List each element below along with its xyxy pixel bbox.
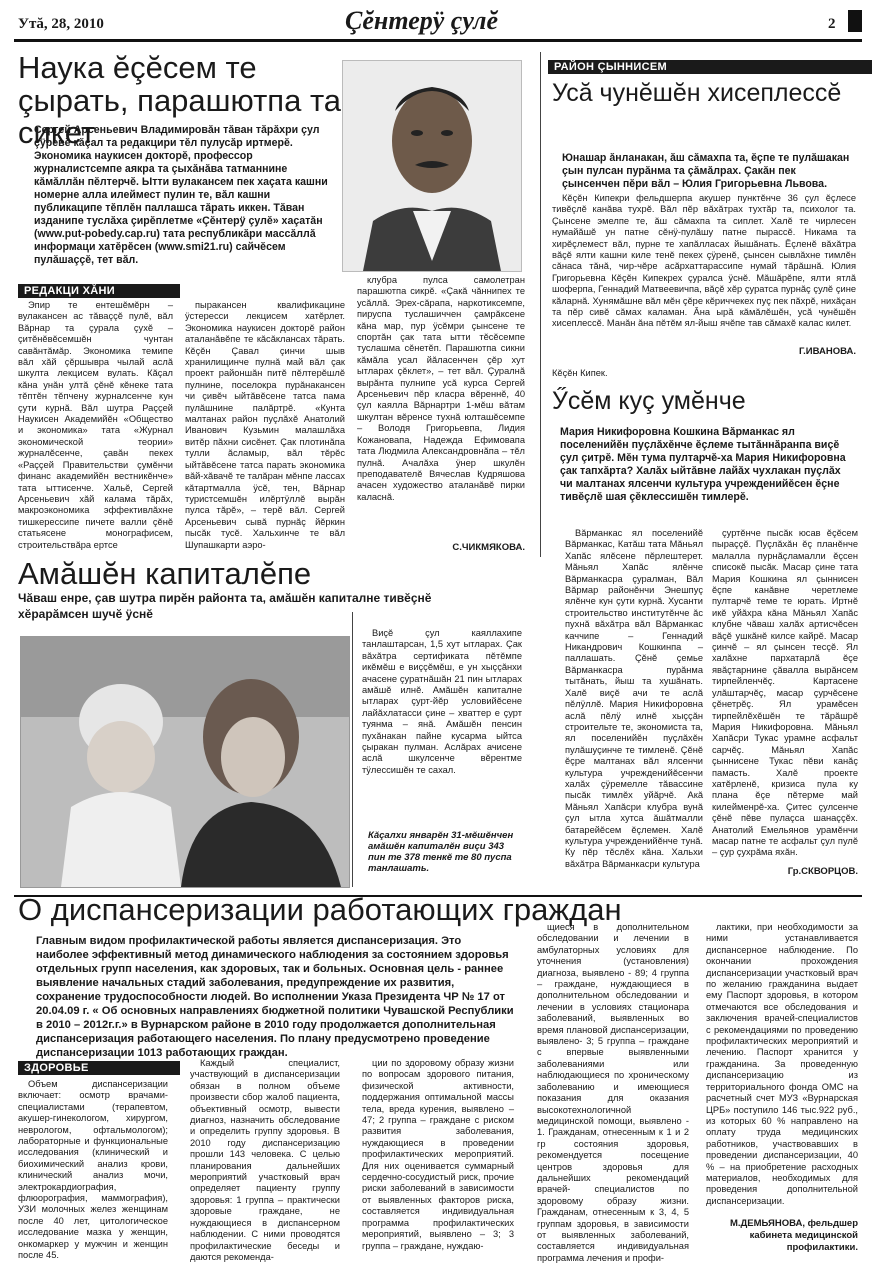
article3-column-1 xyxy=(565,528,703,870)
article5-column-2 xyxy=(190,1058,340,1263)
article2-place: Кĕçĕн Кипек. xyxy=(552,368,608,378)
article1-col3-text: клубра пулса самолетран парашютпа сикрĕ. «Çакă чăннипех те усăллă. Эрех-сăрапа, наркотиксемпе, пируспа туслашиччен çамрăксене кăна мар, пур ÿсĕмри çынсене те спортăн çак тата ытти тĕсĕсемпе туслашма сĕнетĕп. Парашютпа сикни кăмăла усал йăласенчен çĕр хут ытларах çĕклет», – тет вăл. Çуралнă вырăнта пулнипе усă курса Сергей Арсеньевич пĕр класра вĕреннĕ, 40 çул каялла Вăрнартри 1-мĕш вăтам шкултан вĕренсе тухнă юлташĕсемпе – Володя Григорьевпа, Лидия Кожановапа, Надежда Ефимовапа тата Людмила Александровнăпа – тĕл пулнă. Ачалăха ÿнер шкулĕн преподавателĕ Вячеслав Кудряшова ачасен художество аталанăвĕ пирки каласнă. xyxy=(357,275,525,502)
issue-date: Утă, 28, 2010 xyxy=(18,16,104,32)
article1-rubric: РЕДАКЦИ ХĂНИ xyxy=(18,284,180,298)
article1-lead: Сергей Арсеньевич Владимировăн тăван тăрăхри çул çÿревĕ кăçал та редакцири тĕл пулусăр иртмерĕ. Экономика наукисен докторĕ, профессор журналистсемпе аякра та çыхăнăва татманнине кăмăллăн пĕлтерчĕ. Ытти вулакансем пек хаçата кашни номерне алла илеймест пулин те, вăл кашни публикаципе тĕплĕн паллашса тăрать иккен. Тăван изданипе туслăха çирĕплетме «Çĕнтерÿ çулĕ» хаçатăн (www.put-pobedy.cap.ru) тата республикăри массăллă информаци хатĕрĕсен (www.smi21.ru) сайчĕсем пулăшаççĕ, тет вăл. xyxy=(34,124,328,266)
article4-body-text: Виçĕ çул каяллахипе танлаштарсан, 1,5 хут ытларах. Çак вăхăтра сертификата пĕтĕмпе икĕмĕш е виççĕмĕш, е ун хыççăнхи ачасене çуратнăшăн 21 пин ытларах амăшĕ илнĕ. Амăшĕн капиталне ытларах çурт-йĕр условийĕсене лайăхлатасси çине – хваттер е çурт туянма – янă. Амăшĕн пенсин пухăнакан пайне кусарма ыйтса çыракан пулман. Аслăрах ачисене аслă шкулсенче вĕрентме тÿлессишĕн те сахал. xyxy=(362,628,522,775)
article2-headline: Усă чунĕшĕн хисеплессĕ xyxy=(552,79,842,107)
article1-column-2 xyxy=(185,300,345,551)
page-number: 2 xyxy=(828,16,836,32)
article5-rubric: ЗДОРОВЬЕ xyxy=(18,1061,180,1075)
article3-col1-text: Вăрманкас ял поселенийĕ Вăрманкас, Катăш тата Мăньял Хапăс ялĕсене пĕрлештерет. Мăньял Хапăс ялĕнче Вăрманкасра çуралман, Вăл Вăрмар районĕнчи Энешпуç ялĕнче кун çути курнă. Хусанти строительство институтĕнче ăс пухнă вăхăтра вăл Вăрманкас каччипе – Геннадий Никандрович Кошкинпа – паллашать. Çĕнĕ çемье Вăрманкасра пурăнма тытăнать, йыш та хушăнать. Халĕ виçĕ ачи те аслă пĕлÿллĕ. Мария Никифоровна аслă пĕлÿ илнĕ хыççăн строительте те, экономиста та, ял поселенийĕн пуçлăхĕн пулăшуçинче те тимленĕ. Çĕнĕ ĕçре малтанах вăл ялсенчи культура учрежденийĕсенчи халăх çÿремелле тăвассине пысăк тимлĕх уйăрчĕ. Акă Мăньял Хапăсри клубра вунă çул ытла хутса ăшăтмалли батарейĕсем ĕçлемен. Халĕ культура учрежденийĕнче тунă. Ку пĕр тĕслĕх кăна. Хальхи вăхăтра Вăрманкасри культура xyxy=(565,528,703,869)
article5-headline: О диспансеризации работающих граждан xyxy=(18,892,622,927)
mother-child-photo xyxy=(20,636,350,888)
article2-rubric: РАЙОН ÇЫННИСЕМ xyxy=(548,60,872,74)
article3-signature: Гр.СКВОРЦОВ. xyxy=(787,866,858,877)
column-divider xyxy=(540,52,541,557)
article3-column-2 xyxy=(712,528,858,859)
article5-column-4 xyxy=(537,922,689,1264)
photo-image xyxy=(21,637,349,887)
article2-signature: Г.ИВАНОВА. xyxy=(798,346,856,357)
article1-col2-text: пыракансен квалификацине ÿстересси лекцисем хатĕрлет. Экономика наукисен докторĕ район аталанăвĕпе те кăсăклансах тăрать. Кĕçĕн Çавал çинчи шыв хранилищинче пулнă май вăл çак проект районшăн питĕ пĕлтерĕшлĕ пулнине, поселокра пурăнакансен чи çивĕч ыйтăвĕсене татса пама пулăшнине палăртрĕ. «Кунта малтанах район пуçлăхĕ Анатолий Иванович Кузьмин малашлăха витĕр пăхни сисĕнет. Çак плотинăпа тулли ăсламыр, вăл тĕрĕс ыйтăвĕсене татса парать экономика вăй-хăвачĕ те талăран мĕнпе лассах кăтартмалла ÿсĕ, тен, Вăрнар туристсемшĕн илĕртÿллĕ вырăн пулса тăрĕ», – терĕ вăл. Сергей Арсеньевич сывă пурнăç йĕркин пысăк тусĕ. Хальхинче те вăл Шупашкарти аэро- xyxy=(185,300,345,550)
article1-headline: Наука ĕçĕсем те çырать, парашютпа та сикет xyxy=(18,50,342,151)
article5-col4-text: щиеся в дополнительном обследовании и лечении в амбулаторных условиях для уточнения (установления) диагноза, выявлено - 89; 4 группа – граждане, нуждающиеся в дополнительном обследовании и лечении в условиях стационара заболеваний, выявленных во время плановой диспансеризации, выявлено- 3; 5 группа – граждане с впервые выявленными заболеваниями или наблюдающиеся по хроническому заболеванию и имеющиеся показания для оказания высокотехнологичной медицинской помощи, выявлено - 1. Гражданам, отнесенным к 1 и 2 гр состояния здоровья, рекомендуется посещение центров здоровья для дальнейших рекомендаций врачей- специалистов по здоровому образу жизни. Гражданам, отнесенным к 3, 4, 5 группам здоровья, в зависимости от выявленных заболеваний, составляется индивидуальная программа лечения и профи- xyxy=(537,922,689,1263)
article4-body xyxy=(362,628,522,776)
article5-column-3 xyxy=(362,1058,514,1252)
article5-col5-text: лактики, при необходимости за ними устанавливается диспансерное наблюдение. По окончании прохождения диспансеризации участковый врач по желанию гражданина выдает ему Паспорт здоровья, в котором отмечаются все обследования и заключения врачей-специалистов с рекомендациями по проведению профилактических мероприятий и лечению. Паспорт хранится у гражданина. За проведенную диспансеризацию из территориального фонда ОМС на расчетный счет МУЗ «Вурнарская ЦРБ» поступило 146 тыс.922 руб., из которых 60 % направлено на оплату труда медицинских работников, участвовавших в проведении диспансеризации, 40 % – на приобретение расходных материалов, необходимых для проведения дополнительной диспансеризации. xyxy=(706,922,858,1206)
article4-headline: Амăшĕн капиталĕпе xyxy=(18,556,312,591)
article4-lead: Чăваш енре, çав шутра пирĕн районта та, амăшĕн капиталне тивĕçнĕ хĕрарăмсен шучĕ ÿснĕ xyxy=(18,591,432,621)
article2-body xyxy=(552,193,856,330)
photo-column-divider xyxy=(352,612,353,887)
portrait-image xyxy=(343,61,521,271)
newspaper-title: Çĕнтерÿ çулĕ xyxy=(345,6,499,35)
article5-signature: М.ДЕМЬЯНОВА, фельдшер кабинета медицинской профилактики. xyxy=(729,1218,858,1253)
article5-col3-text: ции по здоровому образу жизни по вопросам здорового питания, физической активности, поддержания оптимальной массы тела, вреда курения, выявлено – 47; 2 группа – граждане с риском развития заболевания, нуждающиеся в проведении профилактических мероприятий. Для них оценивается суммарный сердечно-сосудистый риск, прочие риски заболеваний в зависимости от выявленных факторов риска, составляется индивидуальная программа профилактических мероприятий, выявлено – 3; 3 группа – граждане, нуждаю- xyxy=(362,1058,514,1251)
article5-col1-text: Объем диспансеризации включает: осмотр врачами-специалистами (терапевтом, акушер-гинекологом, хирургом, неврологом, офтальмологом); лабораторные и функциональные исследования (клинический и биохимический анализ крови, клинический анализ мочи, электрокардиография, флюорография, маммография), УЗИ молочных желез женщинам после 40 лет, цитологическое исследование мазка у женщин, онкомаркер у мужчин и женщин после 45. xyxy=(18,1079,168,1261)
article4-caption: Кăçалхи январĕн 31-мĕшĕнчен амăшĕн капиталĕн виçи 343 пин те 378 тенкĕ те 80 пуспа танлашать. xyxy=(368,830,514,874)
article5-column-5 xyxy=(706,922,858,1207)
article2-body-text: Кĕçĕн Кипекри фельдшерпа акушер пунктĕнче 36 çул ĕçлесе тивĕçлĕ канăва тухрĕ. Вăл пĕр вăхăтрах тухтăр та, психолог та. Çынсене эмелпе те, ăш сăмахпа та сиплет. Халĕ те чирлесен нумайăшĕ ун патне сĕнÿ-пулăшу патне пырассĕ. Никама та хирĕçлемест вăл, пурне те хапăлласах йышăнать. Ĕçленĕ вăхăтра вăçĕ ялти кашни киле тенĕ пекех çÿренĕ, çынсен сывлăхне тимлĕн сăнаса тăнă, чир-чĕре асăрхаттарассипе нумай тăрăшнă. Юлия Григорьевна Кĕçĕн Кипекрех çуралса ÿснĕ. Мăшăрĕпе, ялти ятлă шоферпа, Геннадий Матвеевичпа, вăçĕ хĕр çуратса пурнăç çулĕ çине кăларнă. Хунямăшне вăл мĕн çĕре кĕриччекех пуç пек пăхрĕ, нихăçан та пĕр сивĕ сăмах каламан. Ăна ырă кăмăлĕшĕн, усă чунĕшĕн хисеплессĕ. Манăн ăна пĕтĕм ял-йыш ячĕпе тав сăмахĕ калас килет. xyxy=(552,193,856,329)
article5-col2-text: Каждый специалист, участвующий в диспансеризации обязан в полном объеме произвести сбор жалоб пациента, объективный осмотр, вывести диагноз, назначить обследование и определить группу здоровья. В 2010 году диспансеризацию прошли 143 человека. С целью планирования дальнейших мероприятий участковый врач определяет пациенту группу здоровья: 1 группа – практически здоровые граждане, не нуждающиеся в диспансерном наблюдении. С ними проводятся профилактические беседы и даются рекоменда- xyxy=(190,1058,340,1262)
article1-col1-text: Эпир те ентешĕмĕрн – вулакансен ас тăваççĕ пулĕ, вăл Вăрнар та çурала çухĕ – çитĕнĕвĕсемшĕн чунтан савăнтăмăр. Экономика темипе вăл хăй çĕршывра чылай аслă шкулта лекцисем вулать. Кăçал кăна унăн ултă çĕнĕ кĕнеке тата тĕптĕн тĕпчену журналсенче кун çути курнă. Вăл шутра Раççей Наукисен Академийĕн «Общество и экономика» тата «Журнал экономической теории» журналĕсенче, çавăн пекех «Раççей Правительстви çумĕнчи финанс академийĕн вестникĕнче» тата ыттисенче. Хальĕ, Сергей Арсеньевич хăй калама тăрăх, макроэкономика эффективлăхне тишкерессипе пичете валли çĕнĕ статьясене монографисем, строительствăра ертсе xyxy=(18,300,173,550)
article5-column-1 xyxy=(18,1079,168,1262)
article3-lead: Мария Никифоровна Кошкина Вăрманкас ял поселенийĕн пуçлăхĕнче ĕçлеме тытăннăранпа виçĕ çул çитрĕ. Мĕн тума пултарчĕ-ха Мария Никифоровна çак тапхăрта? Халăх ыйтăвне лайăх чухлакан пуçлăх чи малтанах ялсенчи культура учрежденийĕсен ĕçне тивĕçлĕ шая çĕклессишĕн тимлерĕ. xyxy=(560,426,846,503)
article2-lead: Юнашар ăнланакан, ăш сăмахпа та, ĕçпе те пулăшакан çын пулсан пурăнма та çăмăлрах. Çакăн пек çынсенчен пĕри вăл – Юлия Григорьевна Львова. xyxy=(562,152,850,190)
article1-signature: С.ЧИКМЯКОВА. xyxy=(452,542,525,553)
top-rule xyxy=(14,39,862,42)
article3-col2-text: çуртĕнче пысăк юсав ĕçĕсем пыраççĕ. Пуçлăхăн ĕç планĕнче малалла пурнăçламалли ĕçсен списокĕ пысăк. Масар çине тата Мария Кошкина ял çыннисен ĕçпе канăвне черетлеме пултарчĕ теме те юрать. Иртнĕ икĕ уйăхра кăна Мăньял Хапăс клубне чăваш халăх артисчĕсен вăçĕ ушкăнĕ килсе кайрĕ. Масар çинчĕ – ял çынсен тесçĕ. Ял халăхне пархатарлă ĕçе явăçтарнине çăвалла вырăнсем тирпейленчĕç. Картасене улăштарчĕç, масар çурчĕсене çĕнетрĕç. Ял урамĕсен тирпейлĕхĕшĕн те тăрăшрĕ Мария Никифоровна. Мăньял Хапăсри Тукас урамне асфальт сарчĕç. Мăньял Хапăс çыннисене Тукас пĕви канăç памасть. Халĕ проекте хатĕрленĕ, кризиса пула ку плана ĕçе пĕтерме май килейменрĕ-ха. Çитес çулсенче çĕнĕ пĕве пулаçса шанаççĕх. Анатолий Емельянов урамĕнчи масар патне те асфальт çул пулĕ – çур çухрăма яхăн. xyxy=(712,528,858,858)
article5-lead: Главным видом профилактической работы является диспансеризация. Это наиболее эффективный метод динамического наблюдения за состоянием здоровья отдельных групп населения, как здоровых, так и больных. Основная цель - раннее выявление начальных стадий заболевания, предупреждение их развития, сохранение трудоспособности людей. Во исполнении Указа Президента ЧР № 17 от 20.04.09 г. « Об основных направлениях бюджетной политики Чувашской Республики в 2010 – 2012г.г.» в Вурнарском районе в 2010 году продолжается дополнительная диспансеризация работающего населения. По плану предусмотрено проведение диспансеризации 1013 работающих граждан. xyxy=(36,935,514,1059)
portrait-photo xyxy=(342,60,522,272)
page-marker xyxy=(848,10,862,32)
article1-column-1 xyxy=(18,300,173,551)
article3-headline: Ӳсĕм куç умĕнче xyxy=(552,387,746,415)
article1-column-3 xyxy=(357,275,525,503)
